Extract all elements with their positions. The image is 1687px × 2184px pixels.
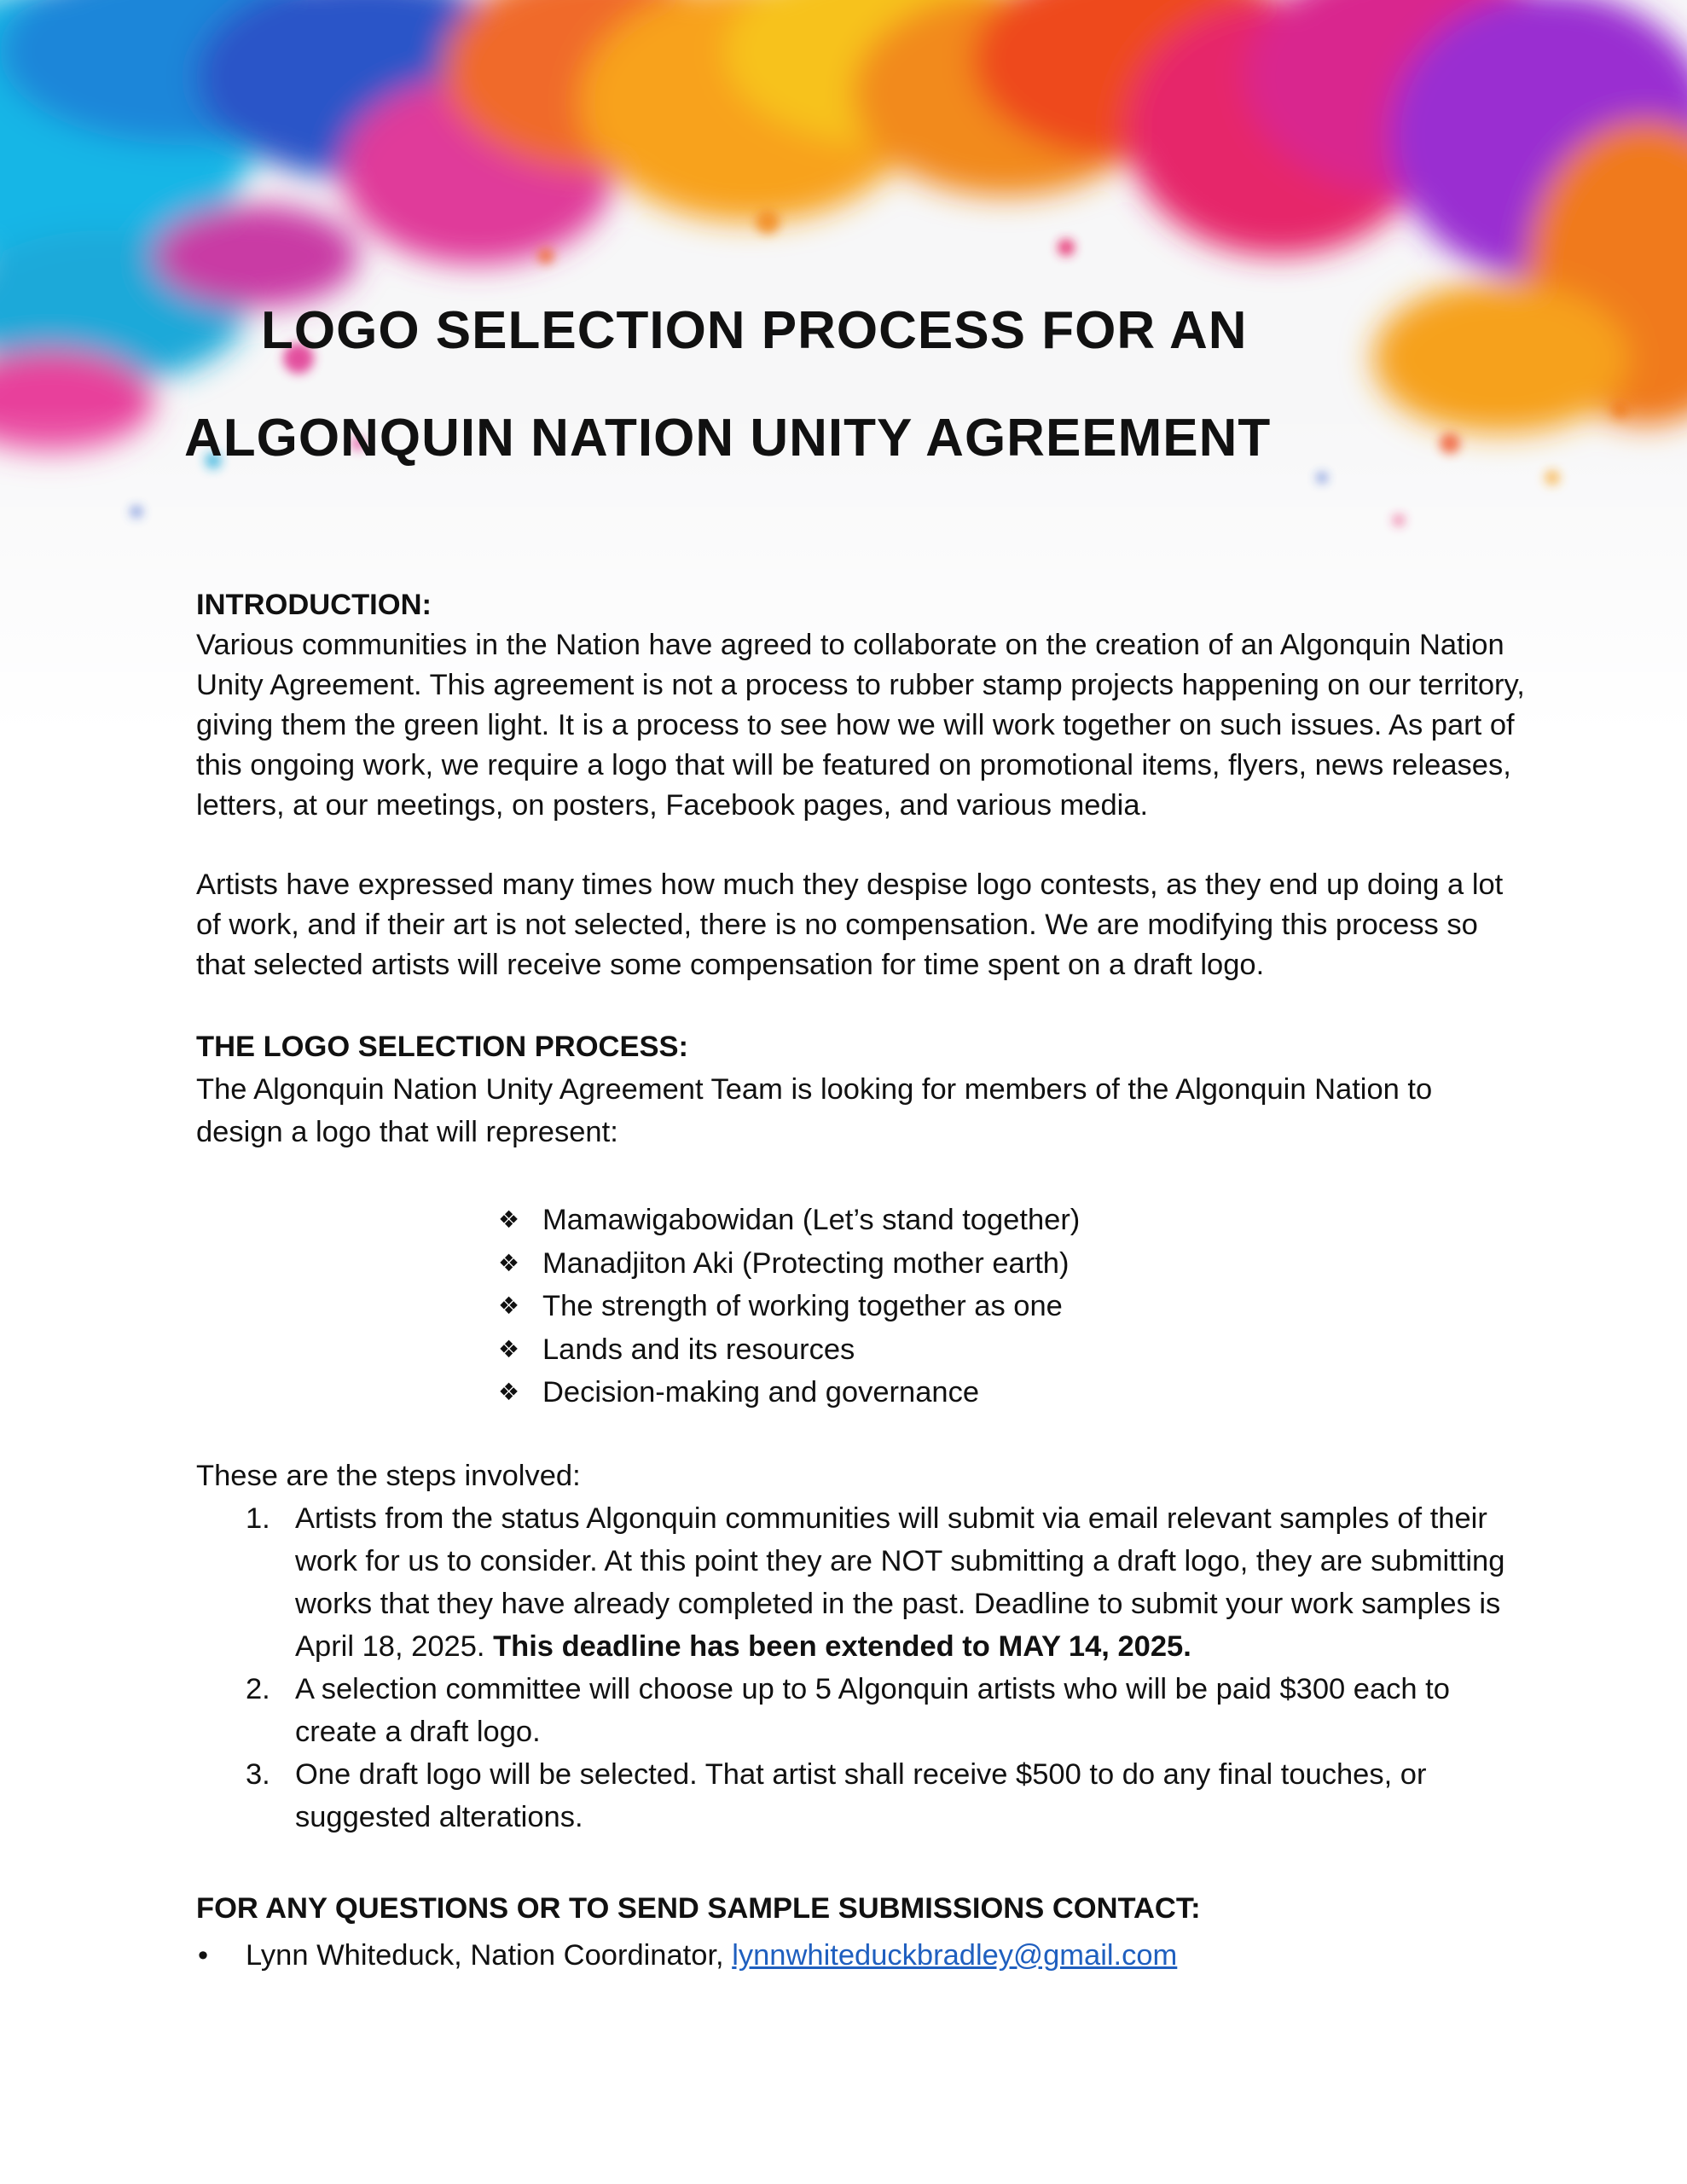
step-text: One draft logo will be selected. That artist shall receive $500 to do any final touches, or suggested alterations.: [295, 1758, 1427, 1833]
list-item: [498, 1328, 1080, 1372]
list-item: [498, 1285, 1080, 1328]
diamond-bullet-icon: ❖: [498, 1335, 520, 1362]
title-line-1: LOGO SELECTION PROCESS FOR AN: [261, 301, 1248, 360]
list-item: [498, 1242, 1080, 1286]
contact-heading: FOR ANY QUESTIONS OR TO SEND SAMPLE SUBMISSIONS CONTACT:: [196, 1892, 1201, 1925]
contact-email-link[interactable]: lynnwhiteduckbradley@gmail.com: [732, 1939, 1178, 1972]
title-line-2: ALGONQUIN NATION UNITY AGREEMENT: [184, 409, 1272, 468]
list-item-text: Lands and its resources: [542, 1333, 855, 1366]
selection-process-heading: THE LOGO SELECTION PROCESS:: [196, 1031, 688, 1063]
introduction-paragraph-1: Various communities in the Nation have agreed to collaborate on the creation of an Algonquin Nation Unity Agreement. This agreement is not a process to rubber stamp projects happening on our territory, giving them the green light. It is a process to see how we will work together on such issues. As part of this ongoing work, we require a logo that will be featured on promotional items, flyers, news releases, letters, at our meetings, on posters, Facebook pages, and various media.: [196, 629, 1525, 822]
list-item-text: Manadjiton Aki (Protecting mother earth): [542, 1246, 1070, 1280]
represent-list: [498, 1199, 1080, 1414]
diamond-bullet-icon: ❖: [498, 1249, 520, 1276]
contact-section: [196, 1885, 1527, 1979]
list-item-text: Mamawigabowidan (Let’s stand together): [542, 1204, 1081, 1236]
step-text: A selection committee will choose up to 5 Algonquin artists who will be paid $300 each to create a draft logo.: [295, 1673, 1450, 1748]
diamond-bullet-icon: ❖: [498, 1292, 520, 1319]
contact-list: [196, 1932, 1527, 1979]
introduction-section: [196, 585, 1527, 826]
list-item: [498, 1371, 1080, 1414]
step-item: [196, 1668, 1527, 1753]
step-number: 2.: [246, 1673, 270, 1705]
bullet-dot-icon: •: [198, 1939, 209, 1972]
list-item-text: Decision-making and governance: [542, 1376, 980, 1409]
step-number: 3.: [246, 1758, 270, 1791]
list-item: [498, 1199, 1080, 1242]
list-item-text: The strength of working together as one: [542, 1290, 1063, 1322]
steps-section: [196, 1455, 1527, 1838]
step-item: [196, 1497, 1527, 1668]
step-number: 1.: [246, 1502, 270, 1535]
diamond-bullet-icon: ❖: [498, 1206, 520, 1233]
diamond-bullet-icon: ❖: [498, 1379, 520, 1405]
contact-person: Lynn Whiteduck, Nation Coordinator,: [246, 1939, 733, 1972]
introduction-paragraph-2: Artists have expressed many times how much they despise logo contests, as they end up doing a lot of work, and if their art is not selected, there is no compensation. We are modifying this process so that selected artists will receive some compensation for time spent on a draft logo.: [196, 868, 1504, 981]
introduction-paragraph-2-block: [196, 865, 1527, 985]
step-text: Artists from the status Algonquin communities will submit via email relevant samples of their work for us to consider. At this point they are NOT submitting a draft logo, they are submitting works that they have already completed in the past. Deadline to submit your work samples is April 18, 2025.: [295, 1502, 1505, 1663]
introduction-heading: INTRODUCTION:: [196, 589, 432, 621]
steps-list: [196, 1497, 1527, 1838]
contact-item: [196, 1932, 1527, 1979]
selection-process-paragraph: The Algonquin Nation Unity Agreement Team is looking for members of the Algonquin Nation to design a logo that will represent:: [196, 1073, 1433, 1148]
step-item: [196, 1753, 1527, 1838]
step-deadline-extension: This deadline has been extended to MAY 14, 2025.: [493, 1630, 1191, 1663]
selection-process-section: [196, 1025, 1527, 1153]
steps-intro: These are the steps involved:: [196, 1460, 581, 1492]
